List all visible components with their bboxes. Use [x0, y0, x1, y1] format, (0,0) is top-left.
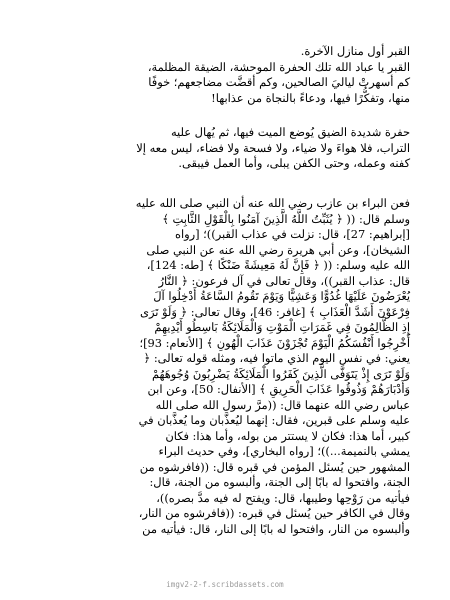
intro-line: القبر يا عباد الله تلك الحفرة الموحشة، الضيقة المظلمة،	[147, 59, 410, 74]
hadith-line: الجنة، وافتحوا له بابًا إلى الجنة، وألبسوه من الجنة، قال:	[149, 475, 410, 489]
hadith-line: المشهور حين يُسئل المؤمن في قبره قال: ((فافرشوه من	[139, 459, 410, 474]
hadith-paragraph	[25, 196, 410, 537]
intro-paragraph	[30, 44, 410, 106]
hadith-line: فيأتيه من رَوْحِها وطيبها، قال: ويفتح له فيه مدَّ بصره))،	[156, 490, 410, 505]
intro-line: القبر أول منازل الآخرة.	[300, 44, 410, 58]
hadith-line: يمشي بالنميمة...))؛ [رواه البخاري]، وفي حديث البراء	[158, 444, 410, 458]
hadith-line: عليه وسلم على قبرين، فقال: إنهما ليُعذَّبان وما يُعذَّبان في	[138, 413, 410, 427]
grave-line: التراب، فلا هواءَ ولا ضياء، ولا فسحة ولا فضاء، ليس معه إلا	[136, 140, 410, 155]
hadith-line: وألبسوه من النار، وافتحوا له بابًا إلى النار، قال: فيأتيه من	[142, 521, 410, 536]
hadith-line: يُعْرَضُونَ عَلَيْهَا غُدُوًّا وَعَشِيًّا وَيَوْمَ تَقُومُ السَّاعَةُ أَدْخِلُوا آلَ	[153, 289, 410, 303]
hadith-line: أَخْرِجُوا أَنْفُسَكُمُ الْيَوْمَ تُجْزَوْنَ عَذَابَ الْهُونِ ﴾ [الأنعام: 93]؛	[139, 335, 410, 350]
hadith-line: وَأَدْبَارَهُمْ وَذُوقُوا عَذَابَ الْحَرِيقِ ﴾ [الأنفال: 50]، وعن ابن	[147, 382, 410, 396]
hadith-line: [إبراهيم: 27]، قال: نزلت في عذاب القبر))؛ [رواه	[174, 227, 410, 241]
grave-line: كفنه وعمله، وحتى الكفن يبلى، وأما العمل فيبقى.	[178, 156, 410, 170]
hadith-line: الله عليه وسلم: (( ﴿ فَإِنَّ لَهُ مَعِيشَةً ضَنْكًا ﴾ [طه: 124]،	[146, 258, 410, 272]
intro-line: كم أسهرتْ لياليَ الصالحين، وكم أقضَّت مضاجعهم؛ خوفًا	[148, 75, 410, 89]
hadith-line: فعن البراء بن عازب رضي الله عنه أن النبي صلى الله عليه	[135, 196, 410, 210]
source-watermark: imgv2-2-f.scribdassets.com	[166, 580, 284, 589]
hadith-line: الشيخان]، وعن أبي هريرة رضي الله عنه عن النبي صلى	[146, 242, 410, 257]
hadith-line: وسلم قال: (( ﴿ يُثَبِّتُ اللَّهُ الَّذِينَ آمَنُوا بِالْقَوْلِ الثَّابِتِ ﴾	[162, 211, 410, 226]
hadith-line: عباس رضي الله عنهما قال: ((مرَّ رسول الله صلى الله	[155, 397, 410, 412]
hadith-line: وَلَوْ تَرَى إِذْ يَتَوَفَّى الَّذِينَ كَفَرُوا الْمَلَائِكَةُ يَضْرِبُونَ وُجُوهَهُمْ	[151, 366, 410, 381]
grave-paragraph	[30, 125, 410, 172]
hadith-line: كبير، أما هذا: فكان لا يستتر من بوله، وأما هذا: فكان	[165, 428, 410, 443]
hadith-line: قال: عذاب القبر))، وقال تعالى في آل فرعون: ﴿ النَّارُ	[158, 273, 410, 288]
hadith-line: فِرْعَوْنَ أَشَدَّ الْعَذَابِ ﴾ [غافر: 46]، وقال تعالى: ﴿ وَلَوْ تَرَى	[140, 304, 410, 319]
grave-line: حفرة شديدة الضيق يُوضع الميت فيها، ثم يُهال عليه	[170, 125, 410, 139]
hadith-line: وقال في الكافر حين يُسئل في قبره: ((فافرشوه من النار،	[138, 506, 410, 520]
hadith-line: إِذِ الظَّالِمُونَ فِي غَمَرَاتِ الْمَوْتِ وَالْمَلَائِكَةُ بَاسِطُو أَيْدِيهِمْ	[154, 320, 410, 334]
intro-line: منها، وتفكُّرًا فيها، ودعاءً بالنجاة من عذابها!	[211, 90, 410, 105]
hadith-line: يعني: في نفس اليوم الذي ماتوا فيه، ومثله قوله تعالى: ﴿	[143, 351, 410, 365]
